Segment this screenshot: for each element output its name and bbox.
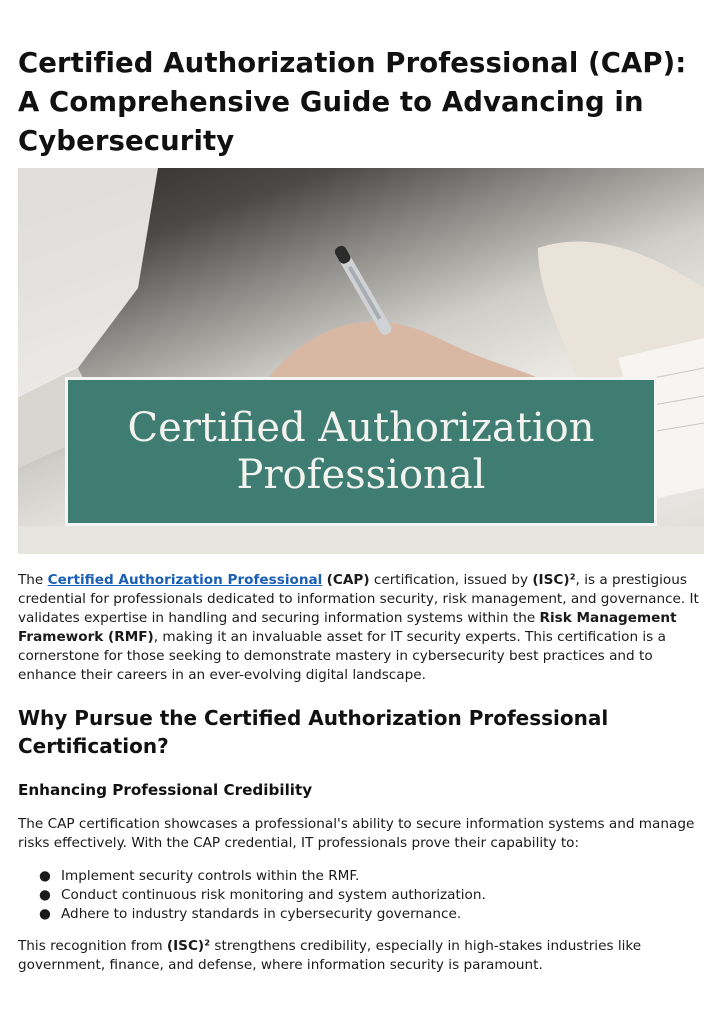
intro-paragraph bbox=[18, 571, 704, 685]
banner-line-1: Certified Authorization bbox=[127, 404, 595, 451]
list-item-text: Implement security controls within the RMF. bbox=[61, 868, 360, 884]
credibility-paragraph: The CAP certification showcases a professional's ability to secure information systems and manage risks effectively. With the CAP credential, IT professionals prove their capability to: bbox=[18, 816, 695, 851]
hero-image bbox=[18, 168, 704, 554]
banner-line-2: Professional bbox=[236, 451, 486, 498]
intro-bold: (ISC)² bbox=[532, 572, 576, 588]
list-item bbox=[18, 867, 704, 886]
hero-banner bbox=[65, 377, 657, 526]
list-item bbox=[18, 905, 704, 924]
para3-text: strengthens credibility, especially in high-stakes industries like government, finance, and defense, where information security is paramount. bbox=[18, 938, 642, 973]
intro-text: certification, issued by bbox=[369, 572, 533, 588]
list-item-text: Adhere to industry standards in cybersecurity governance. bbox=[61, 906, 462, 922]
bullet-icon: ● bbox=[39, 906, 51, 922]
capability-list bbox=[18, 867, 704, 924]
intro-bold: Risk Management Framework (RMF) bbox=[18, 610, 677, 645]
list-item bbox=[18, 886, 704, 905]
para3-bold: (ISC)² bbox=[166, 938, 211, 954]
section-heading: Why Pursue the Certified Authorization Professional Certification? bbox=[18, 706, 609, 758]
subheading: Enhancing Professional Credibility bbox=[18, 781, 313, 799]
bullet-icon: ● bbox=[39, 887, 51, 903]
para3-text: This recognition from bbox=[18, 938, 167, 954]
intro-text: The bbox=[18, 572, 48, 588]
intro-bold: (CAP) bbox=[326, 572, 370, 588]
intro-text: , is a prestigious credential for professionals dedicated to information security, risk management, and governance. It validates expertise in handling and securing information systems within the bbox=[18, 572, 699, 626]
list-item-text: Conduct continuous risk monitoring and system authorization. bbox=[61, 887, 486, 903]
recognition-paragraph bbox=[18, 937, 704, 975]
cap-link[interactable]: Certified Authorization Professional bbox=[47, 572, 323, 588]
bullet-icon: ● bbox=[39, 868, 51, 884]
page-title: Certified Authorization Professional (CAP): A Comprehensive Guide to Advancing in Cybersecurity bbox=[18, 47, 687, 157]
intro-text: , making it an invaluable asset for IT security experts. This certification is a cornerstone for those seeking to demonstrate mastery in cybersecurity best practices and to enhance their careers in an ever-evolving digital landscape. bbox=[18, 629, 666, 683]
